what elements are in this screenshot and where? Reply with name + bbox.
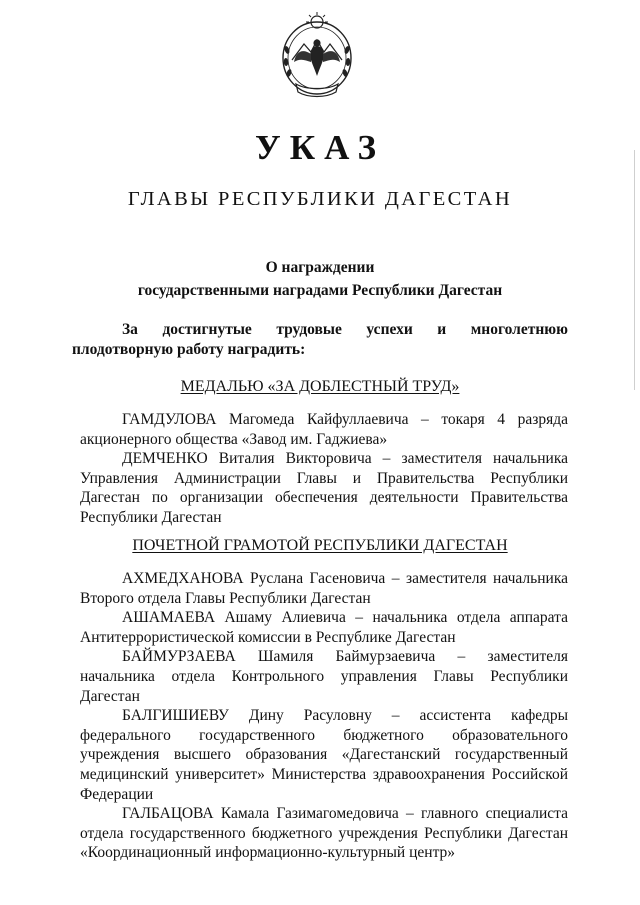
award-entry: БАЛГИШИЕВУ Дину Расуловну – ассистента кафедры федерального государственного бюджетного образовательного учреждения высшего образования «Дагестанский государственный медицинский университет» Министерства здравоохранения Российской Федерации — [80, 707, 568, 803]
subject-line-2: государственными наградами Республики Дагестан — [137, 282, 503, 299]
intro-paragraph: За достигнутые трудовые успехи и многолетнюю плодотворную работу наградить: — [72, 321, 568, 358]
section-heading-certificate: ПОЧЕТНОЙ ГРАМОТОЙ РЕСПУБЛИКИ ДАГЕСТАН — [132, 537, 508, 554]
section-heading-medal: МЕДАЛЬЮ «ЗА ДОБЛЕСТНЫЙ ТРУД» — [180, 378, 460, 395]
document-subject — [0, 256, 640, 302]
award-entry: АХМЕДХАНОВА Руслана Гасеновича – заместителя начальника Второго отдела Главы Республики Дагестан — [80, 570, 568, 607]
subject-line-1: О награждении — [265, 259, 375, 276]
award-list-medal — [80, 410, 568, 528]
dagestan-coat-of-arms-emblem — [278, 10, 356, 102]
award-entry: ГАЛБАЦОВА Камала Газимагомедовича – главного специалиста отдела государственного бюджетного учреждения Республики Дагестан «Координационный информационно-культурный центр» — [80, 805, 568, 862]
award-list-certificate — [80, 569, 568, 863]
award-entry: БАЙМУРЗАЕВА Шамиля Баймурзаевича – заместителя начальника отдела Контрольного управления Главы Республики Дагестан — [80, 648, 568, 705]
document-title: УКАЗ — [255, 128, 385, 167]
award-entry: АШАМАЕВА Ашаму Алиевича – начальника отдела аппарата Антитеррористической комиссии в Республике Дагестан — [80, 609, 568, 646]
document-subtitle: ГЛАВЫ РЕСПУБЛИКИ ДАГЕСТАН — [127, 188, 513, 210]
award-entry: ДЕМЧЕНКО Виталия Викторовича – заместителя начальника Управления Администрации Главы и Правительства Республики Дагестан по организации обеспечения деятельности Правительства Республики Дагестан — [80, 450, 568, 526]
award-entry: ГАМДУЛОВА Магомеда Кайфуллаевича – токаря 4 разряда акционерного общества «Завод им. Гаджиева» — [80, 411, 568, 448]
